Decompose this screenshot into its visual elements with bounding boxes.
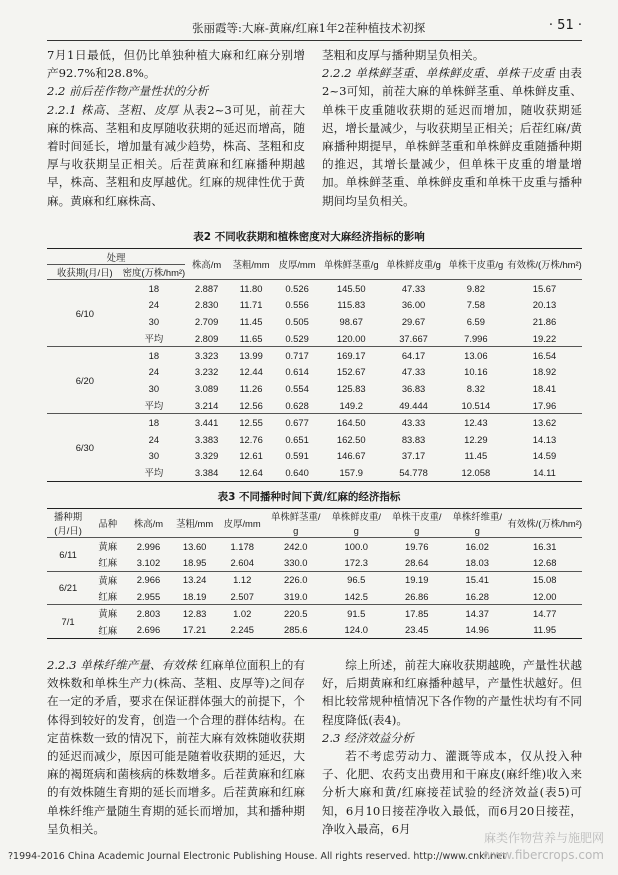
table-cell: 7.996 <box>464 332 488 344</box>
table-cell: 15.41 <box>465 574 489 586</box>
watermark-cn: 麻类作物营养与施肥网 <box>483 831 604 845</box>
table-cell: 12.64 <box>239 466 263 478</box>
table-cell: 30 <box>148 383 160 395</box>
table-cell: 11.26 <box>239 383 263 395</box>
table-cell: 0.554 <box>285 383 309 395</box>
table-cell: 330.0 <box>284 556 308 568</box>
table-cell: 9.82 <box>466 282 485 294</box>
table-cell: 0.529 <box>285 332 309 344</box>
table-row <box>47 313 582 330</box>
table-cell: 36.83 <box>401 383 426 395</box>
table-cell: 12.058 <box>461 466 491 478</box>
table-cell: 0.717 <box>285 349 309 361</box>
table2-col-header: 单株鲜茎重/g <box>323 259 379 270</box>
table-cell: 2.604 <box>230 556 254 568</box>
table-cell: 12.56 <box>239 399 263 411</box>
table-cell: 黄麻 <box>98 574 118 586</box>
table-cell: 98.67 <box>339 315 363 327</box>
table3-col-header: 皮厚/mm <box>223 518 261 529</box>
table-cell: 3.089 <box>194 383 219 395</box>
table-row <box>47 296 582 313</box>
table3-col-header: 株高/m <box>133 518 164 529</box>
table2-date-cell: 6/20 <box>75 374 94 386</box>
table2-date-cell: 6/30 <box>75 441 94 453</box>
table-cell: 17.85 <box>405 607 429 619</box>
table-cell: 平均 <box>144 333 164 345</box>
table-cell: 14.11 <box>533 466 556 478</box>
paragraph: 2.2.2 单株鲜茎重、单株鲜皮重、单株干皮重 由表2~3可知，前茬大麻的单株鲜茎重、单株鲜皮重、单株干皮重随收获期的延迟而增加，随收获期延迟，增长量减少，与收获期呈正相关；后茬红麻/黄麻播种期提早，单株鲜茎重和单株鲜皮重随播种期的推迟，其增长量减少，但单株干皮重的增量增加。单株鲜茎重、单株鲜皮重和单株干皮重与播种期间均呈负相关。 <box>322 66 582 208</box>
table-cell: 16.54 <box>532 349 557 361</box>
table-cell: 19.76 <box>405 540 429 552</box>
table-cell: 226.0 <box>284 574 308 586</box>
table3-col-header: 单株干皮重/ <box>392 511 442 522</box>
table-cell: 24 <box>148 366 160 378</box>
table-cell: 3.329 <box>194 450 219 462</box>
table3-header-date: 播种期 <box>53 511 83 522</box>
table-cell: 124.0 <box>344 624 368 636</box>
table-cell: 12.68 <box>533 556 557 568</box>
table-cell: 14.13 <box>532 433 557 445</box>
section-heading: 2.2 前后茬作物产量性状的分析 <box>47 84 209 99</box>
table3-col-unit: g <box>414 524 420 536</box>
table2-col-header: 有效株/(万株/hm²) <box>507 259 582 270</box>
table-cell: 285.6 <box>284 624 308 636</box>
table2-date-cell: 6/10 <box>75 307 94 319</box>
table-cell: 120.00 <box>336 332 366 344</box>
table-cell: 平均 <box>144 467 164 479</box>
table3-col-unit: g <box>293 524 299 536</box>
table-cell: 18.19 <box>182 590 207 602</box>
table-cell: 18.92 <box>532 366 557 378</box>
table-cell: 17.96 <box>532 399 557 411</box>
table-cell: 149.2 <box>339 399 363 411</box>
table-cell: 2.809 <box>194 332 219 344</box>
table-cell: 11.71 <box>239 299 263 311</box>
table-cell: 3.232 <box>194 366 219 378</box>
table2-header-date: 收获期(月/日) <box>56 267 113 278</box>
table-cell: 0.651 <box>285 433 309 445</box>
table-cell: 21.86 <box>532 315 557 327</box>
table-cell: 12.76 <box>239 433 263 445</box>
left-column-top <box>47 46 305 210</box>
watermark-en: www.fibercrops.com <box>482 848 604 862</box>
table-cell: 14.77 <box>533 607 557 619</box>
table-cell: 8.32 <box>466 383 485 395</box>
table-cell: 2.966 <box>136 574 161 586</box>
table-cell: 83.83 <box>401 433 426 445</box>
table3-caption: 表3 不同播种时间下黄/红麻的经济指标 <box>217 491 401 503</box>
table-cell: 17.21 <box>182 624 207 636</box>
table2 <box>47 248 582 482</box>
table-cell: 37.17 <box>401 450 426 462</box>
table-cell: 13.99 <box>239 349 263 361</box>
table-cell: 平均 <box>144 400 164 412</box>
table3-col-header: 有效株/(万株/hm²) <box>507 518 582 529</box>
table-cell: 黄麻 <box>98 541 118 553</box>
table-cell: 142.5 <box>344 590 368 602</box>
table-cell: 29.67 <box>401 315 426 327</box>
running-title: 张丽霞等:大麻-黄麻/红麻1年2茬种植技术初探 <box>192 21 426 35</box>
table-cell: 11.95 <box>533 624 557 636</box>
table-cell: 0.614 <box>285 366 309 378</box>
paragraph: 若不考虑劳动力、灌溉等成本，仅从投入种子、化肥、农药支出费用和干麻皮(麻纤维)收入来分析大麻和黄/红麻接茬试验的经济效益(表5)可知，6月10日接茬净收入最低，而6月20日接茬，净收入最高，6月 <box>322 749 582 836</box>
table-cell: 0.556 <box>285 299 309 311</box>
table3-header-row <box>47 509 582 524</box>
table-row <box>47 330 582 347</box>
paragraph: 2.2.1 株高、茎粗、皮厚 从表2~3可见，前茬大麻的株高、茎粗和皮厚随收获期的延迟而增高，随着时间延长，增加量有减少趋势，株高、茎粗和皮厚与收获期呈正相关。后茬黄麻和红麻播种期越早，株高、茎粗和皮厚越优。红麻的规律性优于黄麻。黄麻和红麻株高、 <box>47 102 306 208</box>
table-cell: 18.95 <box>182 556 207 568</box>
table-row <box>47 431 582 448</box>
table3-date-cell: 7/1 <box>61 615 75 627</box>
paragraph: 茎粗和皮厚与播种期呈负相关。 <box>322 48 485 62</box>
table-cell: 1.12 <box>233 574 252 586</box>
table3-date-cell: 6/21 <box>58 582 78 594</box>
table-cell: 1.178 <box>230 540 254 552</box>
table-row <box>47 363 582 380</box>
table-cell: 3.383 <box>194 433 219 445</box>
table-cell: 242.0 <box>284 540 308 552</box>
table2-header-treatment: 处理 <box>47 249 185 265</box>
table-cell: 146.67 <box>336 450 366 462</box>
table-cell: 12.61 <box>239 450 263 462</box>
left-column-bottom <box>47 656 305 838</box>
table-cell: 96.5 <box>347 574 366 586</box>
table-cell: 红麻 <box>98 557 118 569</box>
table-cell: 36.00 <box>401 299 426 311</box>
page-header <box>0 14 618 38</box>
table-row <box>47 571 582 588</box>
table-cell: 14.37 <box>465 607 489 619</box>
table3-col-unit: g <box>474 524 480 536</box>
table-cell: 30 <box>148 450 160 462</box>
table-cell: 12.44 <box>239 366 263 378</box>
table-cell: 162.50 <box>336 433 366 445</box>
table-row <box>47 347 582 364</box>
table-cell: 13.60 <box>182 540 207 552</box>
table2-col-header: 单株鲜皮重/g <box>386 259 441 270</box>
table-row <box>47 447 582 464</box>
table2-header-density: 密度(万株/hm²) <box>122 267 186 278</box>
table2-col-header: 茎粗/mm <box>232 259 270 270</box>
table-cell: 13.06 <box>464 349 488 361</box>
paragraph: 7月1日最低，但仍比单独种植大麻和红麻分别增产92.7%和28.8%。 <box>47 48 305 81</box>
table-cell: 43.33 <box>401 417 426 429</box>
table-cell: 157.9 <box>339 466 363 478</box>
table-row <box>47 380 582 397</box>
table-cell: 2.507 <box>230 590 254 602</box>
table-cell: 47.33 <box>401 366 426 378</box>
table-cell: 0.640 <box>285 466 309 478</box>
table-cell: 10.514 <box>461 399 491 411</box>
header-rule <box>47 40 582 41</box>
table3 <box>47 508 582 639</box>
section-heading: 2.3 经济效益分析 <box>322 730 414 745</box>
table-cell: 64.17 <box>401 349 426 361</box>
table-row <box>47 588 582 605</box>
table-cell: 172.3 <box>344 556 368 568</box>
table-cell: 319.0 <box>284 590 308 602</box>
copyright-footer: ?1994-2016 China Academic Journal Electronic Publishing House. All rights reserved. http://www.cnki.net <box>8 851 506 862</box>
table-cell: 2.803 <box>136 607 161 619</box>
table-row <box>47 397 582 414</box>
table-cell: 11.65 <box>239 332 263 344</box>
table-cell: 0.526 <box>285 282 309 294</box>
table3-col-unit: g <box>353 524 359 536</box>
table-row <box>47 464 582 481</box>
table-cell: 152.67 <box>336 366 366 378</box>
table-cell: 20.13 <box>532 299 557 311</box>
table3-header-variety: 品种 <box>98 518 118 529</box>
paragraph: 2.2.3 单株纤维产量、有效株 红麻单位面积上的有效株数和单株生产力(株高、茎粗、皮厚等)之间存在一定的矛盾，要求在保证群体强大的前提下，个体得到较好的发育，创造一个合理的群体结构。在定苗株数一致的情况下，前茬大麻有效株随收获期的延迟而减少，原因可能是随着收获期的延迟，大麻的褐斑病和菌核病的株数增多。后茬黄麻和红麻的有效株随生育期的延长而增多。后茬黄麻和红麻单株纤维产量随生育期的延长而增加，其和播种期呈负相关。 <box>47 658 306 836</box>
table-cell: 红麻 <box>98 624 118 636</box>
table-cell: 2.887 <box>194 282 219 294</box>
table-cell: 91.5 <box>347 607 366 619</box>
table-cell: 6.59 <box>466 315 485 327</box>
table2-col-header: 单株干皮重/g <box>448 259 504 270</box>
table-cell: 13.62 <box>532 417 557 429</box>
table-cell: 2.696 <box>136 624 161 636</box>
table-cell: 18 <box>148 417 160 429</box>
table-cell: 12.00 <box>533 590 557 602</box>
table-cell: 0.591 <box>285 450 309 462</box>
table-cell: 47.33 <box>401 282 426 294</box>
table-cell: 12.55 <box>239 417 263 429</box>
table-cell: 11.45 <box>464 450 488 462</box>
table-cell: 14.59 <box>532 450 557 462</box>
table3-col-header: 茎粗/mm <box>176 518 214 529</box>
table-cell: 1.02 <box>233 607 252 619</box>
table-cell: 16.28 <box>465 590 489 602</box>
table-row <box>47 621 582 638</box>
table-cell: 红麻 <box>98 591 118 603</box>
table3-col-header: 单株鲜皮重/ <box>331 511 381 522</box>
table-cell: 100.0 <box>344 540 368 552</box>
table-cell: 2.955 <box>136 590 161 602</box>
table-cell: 3.384 <box>194 466 219 478</box>
table-cell: 0.677 <box>285 417 309 429</box>
table-cell: 10.16 <box>464 366 488 378</box>
table-cell: 19.19 <box>405 574 429 586</box>
table2-caption: 表2 不同收获期和植株密度对大麻经济指标的影响 <box>193 231 425 243</box>
right-column-top <box>322 46 582 210</box>
table-cell: 16.02 <box>465 540 489 552</box>
table-cell: 145.50 <box>336 282 366 294</box>
table-cell: 2.709 <box>194 315 219 327</box>
table-row <box>47 538 582 555</box>
table-cell: 7.58 <box>466 299 485 311</box>
table-cell: 14.96 <box>465 624 489 636</box>
table-cell: 13.24 <box>182 574 207 586</box>
table-cell: 黄麻 <box>98 608 118 620</box>
table-cell: 26.86 <box>405 590 429 602</box>
table-cell: 18 <box>148 282 160 294</box>
page-number: · 51 · <box>548 18 582 33</box>
table3-date-cell: 6/11 <box>59 548 77 560</box>
table-cell: 18.03 <box>465 556 489 568</box>
table-cell: 3.323 <box>194 349 219 361</box>
table-cell: 49.444 <box>399 399 428 411</box>
table-cell: 169.17 <box>336 349 366 361</box>
table-cell: 3.102 <box>136 556 161 568</box>
table-row <box>47 605 582 622</box>
table-cell: 54.778 <box>399 466 428 478</box>
table-cell: 0.505 <box>285 315 309 327</box>
table-cell: 2.245 <box>230 624 254 636</box>
table-cell: 220.5 <box>284 607 308 619</box>
table-cell: 37.667 <box>399 332 428 344</box>
table-cell: 12.83 <box>182 607 207 619</box>
table-cell: 115.83 <box>337 299 366 311</box>
table-cell: 18 <box>148 349 160 361</box>
table-cell: 15.08 <box>533 574 557 586</box>
paragraph: 综上所述，前茬大麻收获期越晚，产量性状越好，后期黄麻和红麻播种越早，产量性状越好。但相比较常规种植情况下各作物的产量性状均有不同程度降低(表4)。 <box>322 658 582 727</box>
table3-col-header: 单株纤维重/ <box>452 511 502 522</box>
table-cell: 0.628 <box>285 399 309 411</box>
table-cell: 18.41 <box>532 383 557 395</box>
table-row <box>47 414 582 431</box>
table-cell: 2.830 <box>194 299 219 311</box>
table-cell: 12.29 <box>464 433 488 445</box>
table-cell: 11.45 <box>239 315 263 327</box>
table2-col-header: 株高/m <box>192 259 222 270</box>
table-cell: 24 <box>148 299 160 311</box>
table3-col-header: 单株鲜茎重/ <box>271 511 321 522</box>
table-cell: 15.67 <box>532 282 557 294</box>
table-cell: 3.441 <box>194 417 219 429</box>
table-cell: 11.80 <box>239 282 263 294</box>
table-cell: 23.45 <box>405 624 429 636</box>
table-cell: 12.43 <box>464 417 488 429</box>
table-cell: 164.50 <box>336 417 366 429</box>
table-cell: 16.31 <box>533 540 557 552</box>
table2-col-header: 皮厚/mm <box>278 259 316 270</box>
table-cell: 30 <box>148 315 160 327</box>
table3-header-date2: (月/日) <box>54 525 82 536</box>
table-row <box>47 554 582 571</box>
table-cell: 2.996 <box>136 540 161 552</box>
table2-header-row <box>47 249 582 265</box>
table-row <box>47 280 582 297</box>
table-cell: 24 <box>148 433 160 445</box>
right-column-bottom <box>322 656 582 838</box>
table-cell: 19.22 <box>532 332 557 344</box>
table-cell: 125.83 <box>336 383 366 395</box>
table-cell: 28.64 <box>405 556 429 568</box>
table-cell: 3.214 <box>194 399 219 411</box>
